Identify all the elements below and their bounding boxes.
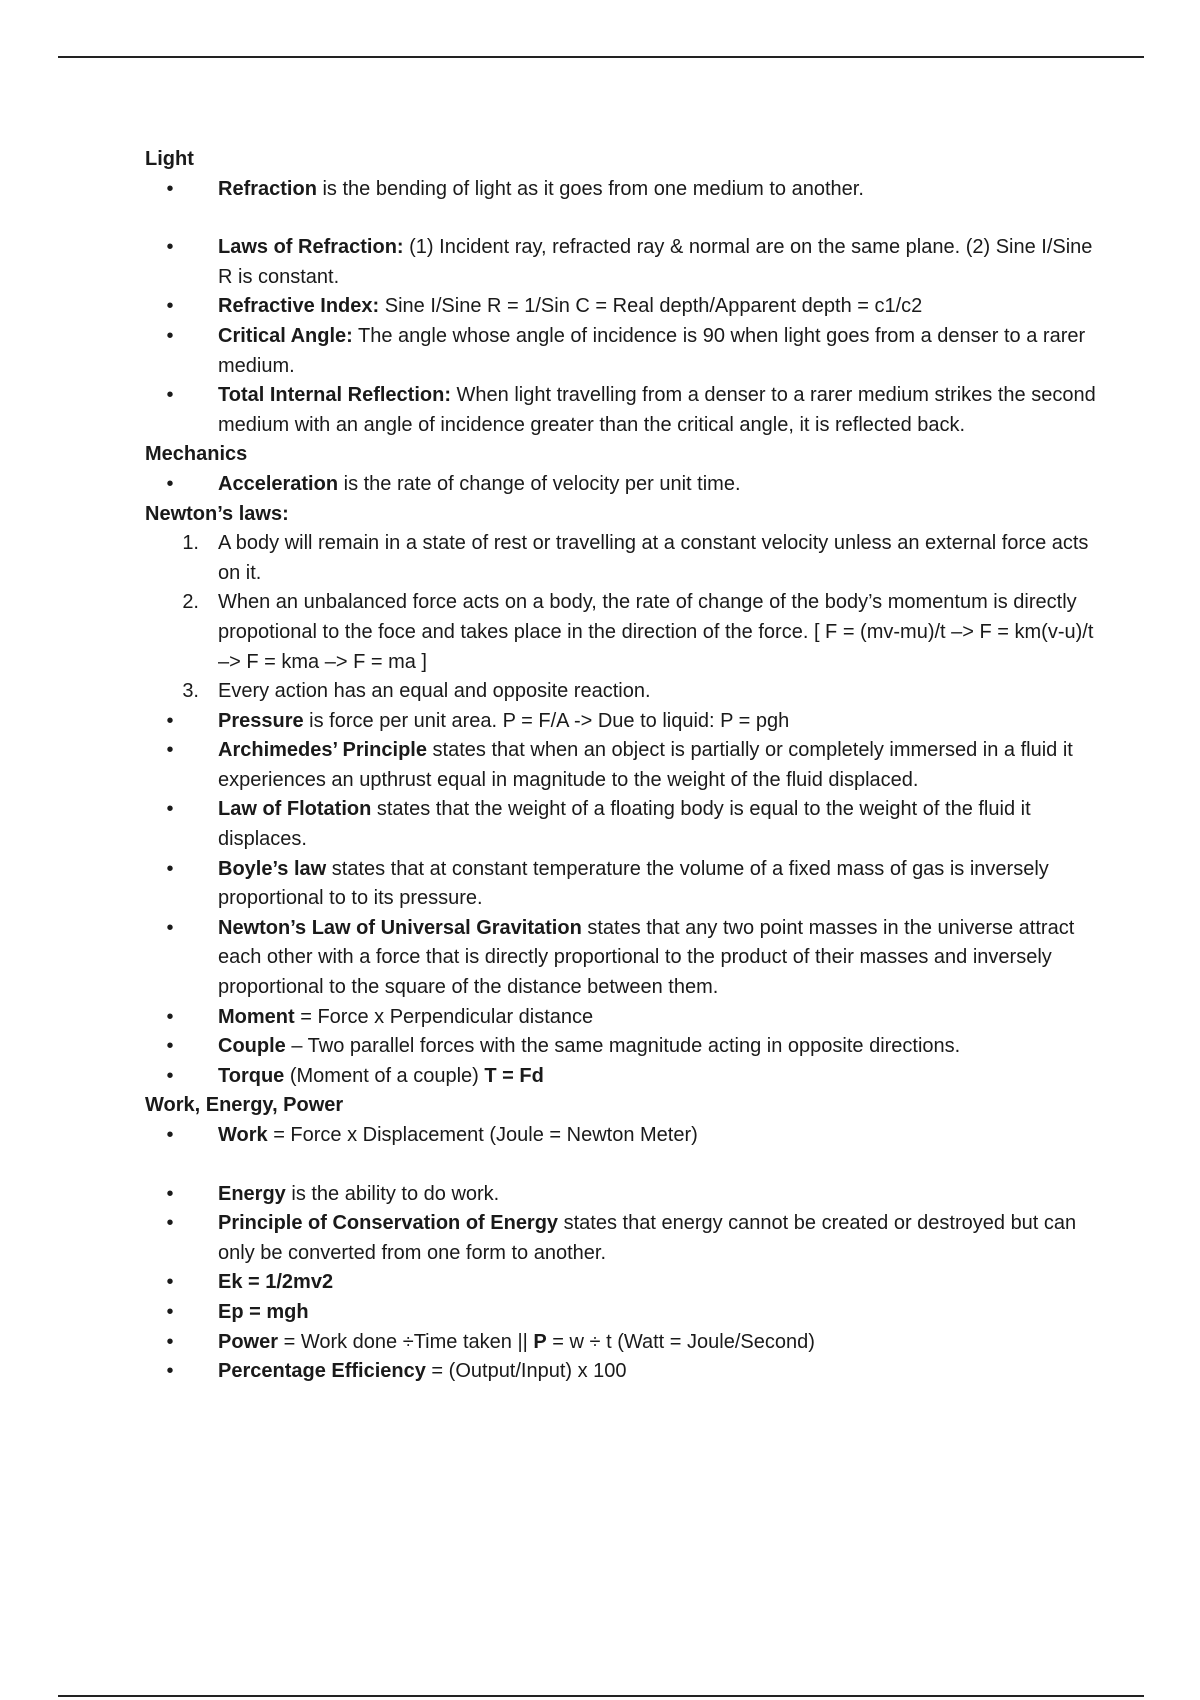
item-text: is the ability to do work. (285, 1182, 500, 1205)
bullet-item (145, 707, 1105, 737)
item-term: Torque (218, 1064, 285, 1087)
item-term: Pressure (218, 709, 304, 732)
bullet-item (145, 1062, 1105, 1092)
item-term: Refraction (218, 177, 317, 200)
item-text: (Moment of a couple) (284, 1064, 485, 1087)
bullet-item (145, 1121, 1105, 1151)
section-heading: Work, Energy, Power (145, 1094, 344, 1117)
item-text: = Force x Displacement (Joule = Newton Meter) (267, 1124, 698, 1146)
bullet-icon: • (166, 1064, 174, 1087)
item-term: Moment (218, 1005, 295, 1028)
bullet-icon: • (166, 709, 174, 732)
numbered-item (145, 677, 1105, 707)
document-body (145, 145, 1105, 1387)
bullet-item (145, 914, 1105, 1003)
section-heading: Newton’s laws: (145, 502, 289, 525)
numbered-item (145, 588, 1105, 677)
list-number: 1. (182, 532, 199, 555)
item-text: is the rate of change of velocity per unit time. (338, 472, 741, 495)
bullet-item (145, 1268, 1105, 1298)
bullet-item (145, 736, 1105, 795)
bullet-icon: • (166, 798, 174, 821)
item-term: Power (218, 1330, 279, 1353)
bullet-icon: • (166, 857, 174, 880)
bullet-item (145, 1357, 1105, 1387)
item-term: Archimedes’ Principle (218, 739, 427, 762)
bullet-item (145, 1298, 1105, 1328)
bullet-item (145, 322, 1105, 381)
item-term: Law of Flotation (218, 798, 372, 821)
bullet-item (145, 1032, 1105, 1062)
item-text: states that any two point masses in the universe attract each other with a force that is directly proportional to the product of their masses and inversely proportional to the square of the distance between them. (218, 916, 1075, 999)
item-term: Acceleration (218, 472, 339, 495)
item-term: Newton’s Law of Universal Gravitation (218, 916, 582, 939)
item-text: = Work done ÷Time taken || (278, 1330, 534, 1353)
bullet-item (145, 1180, 1105, 1210)
bullet-icon: • (166, 324, 174, 347)
item-text: Every action has an equal and opposite reaction. (218, 680, 651, 703)
item-text: is force per unit area. P = F/A -> Due to liquid: P = pgh (303, 709, 790, 732)
item-term: P (533, 1330, 547, 1353)
item-term: Work (218, 1124, 268, 1146)
item-term: Critical Angle: (218, 324, 353, 347)
bullet-icon: • (166, 295, 174, 318)
header-rule (58, 56, 1144, 58)
bullet-icon: • (166, 1360, 174, 1383)
bullet-icon: • (166, 1124, 174, 1146)
bullet-item (145, 233, 1105, 292)
item-text: = Force x Perpendicular distance (294, 1005, 594, 1028)
item-term: Ep = mgh (218, 1300, 309, 1323)
bullet-icon: • (166, 1182, 174, 1205)
bullet-icon: • (166, 384, 174, 407)
list-number: 2. (182, 591, 199, 614)
item-text: = w ÷ t (Watt = Joule/Second) (546, 1330, 815, 1353)
item-term: Laws of Refraction: (218, 236, 404, 259)
item-text: A body will remain in a state of rest or travelling at a constant velocity unless an external force acts on it. (218, 532, 1089, 584)
bullet-icon: • (166, 236, 174, 259)
item-term: Ek = 1/2mv2 (218, 1271, 334, 1294)
item-term: Total Internal Reflection: (218, 384, 451, 407)
bullet-icon: • (166, 472, 174, 495)
bullet-item (145, 1328, 1105, 1358)
item-text: When light travelling from a denser to a rarer medium strikes the second medium with an angle of incidence greater than the critical angle, it is reflected back. (218, 384, 1096, 436)
bullet-icon: • (166, 916, 174, 939)
item-text: states that the weight of a floating body is equal to the weight of the fluid it displaces. (218, 798, 1031, 851)
item-text: = (Output/Input) x 100 (425, 1360, 627, 1383)
item-term: Couple (218, 1035, 286, 1058)
bullet-item (145, 795, 1105, 854)
item-text: When an unbalanced force acts on a body, the rate of change of the body’s momentum is directly propotional to the foce and takes place in the direction of the force. [ F = (mv-mu)/t –> F = km(v-u)/t –> F = kma –> F = ma ] (218, 591, 1094, 673)
item-term: Refractive Index: (218, 295, 380, 318)
section-heading: Mechanics (145, 443, 248, 466)
item-term: Energy (218, 1182, 286, 1205)
bullet-icon: • (166, 1271, 174, 1294)
numbered-item (145, 529, 1105, 588)
item-text: – Two parallel forces with the same magnitude acting in opposite directions. (285, 1035, 961, 1058)
item-term: Boyle’s law (218, 857, 327, 880)
bullet-icon: • (166, 177, 174, 200)
item-text: Sine I/Sine R = 1/Sin C = Real depth/Apparent depth = c1/c2 (379, 295, 923, 318)
footer-rule (58, 1695, 1144, 1697)
item-text: states that at constant temperature the volume of a fixed mass of gas is inversely proportional to to its pressure. (218, 857, 1049, 910)
bullet-item (145, 470, 1105, 500)
bullet-item (145, 175, 1105, 205)
item-term: Percentage Efficiency (218, 1360, 426, 1383)
bullet-item (145, 855, 1105, 914)
bullet-icon: • (166, 1035, 174, 1058)
bullet-icon: • (166, 1330, 174, 1353)
bullet-item (145, 381, 1105, 440)
bullet-item (145, 1209, 1105, 1268)
item-text: states that when an object is partially or completely immersed in a fluid it experiences an upthrust equal in magnitude to the weight of the fluid displaced. (218, 739, 1073, 791)
item-term: T = Fd (484, 1064, 544, 1087)
bullet-item (145, 1003, 1105, 1033)
item-term: Principle of Conservation of Energy (218, 1212, 559, 1235)
list-number: 3. (182, 680, 199, 703)
bullet-item (145, 292, 1105, 322)
bullet-icon: • (166, 1005, 174, 1028)
section-heading: Light (145, 148, 194, 170)
item-text: is the bending of light as it goes from one medium to another. (316, 177, 864, 200)
bullet-icon: • (166, 1212, 174, 1235)
item-text: states that energy cannot be created or destroyed but can only be converted from one form to another. (218, 1212, 1077, 1264)
item-text: (1) Incident ray, refracted ray & normal are on the same plane. (2) Sine I/Sine R is constant. (218, 236, 1093, 288)
bullet-icon: • (166, 739, 174, 762)
bullet-icon: • (166, 1300, 174, 1323)
item-text: The angle whose angle of incidence is 90 when light goes from a denser to a rarer medium. (218, 324, 1086, 377)
